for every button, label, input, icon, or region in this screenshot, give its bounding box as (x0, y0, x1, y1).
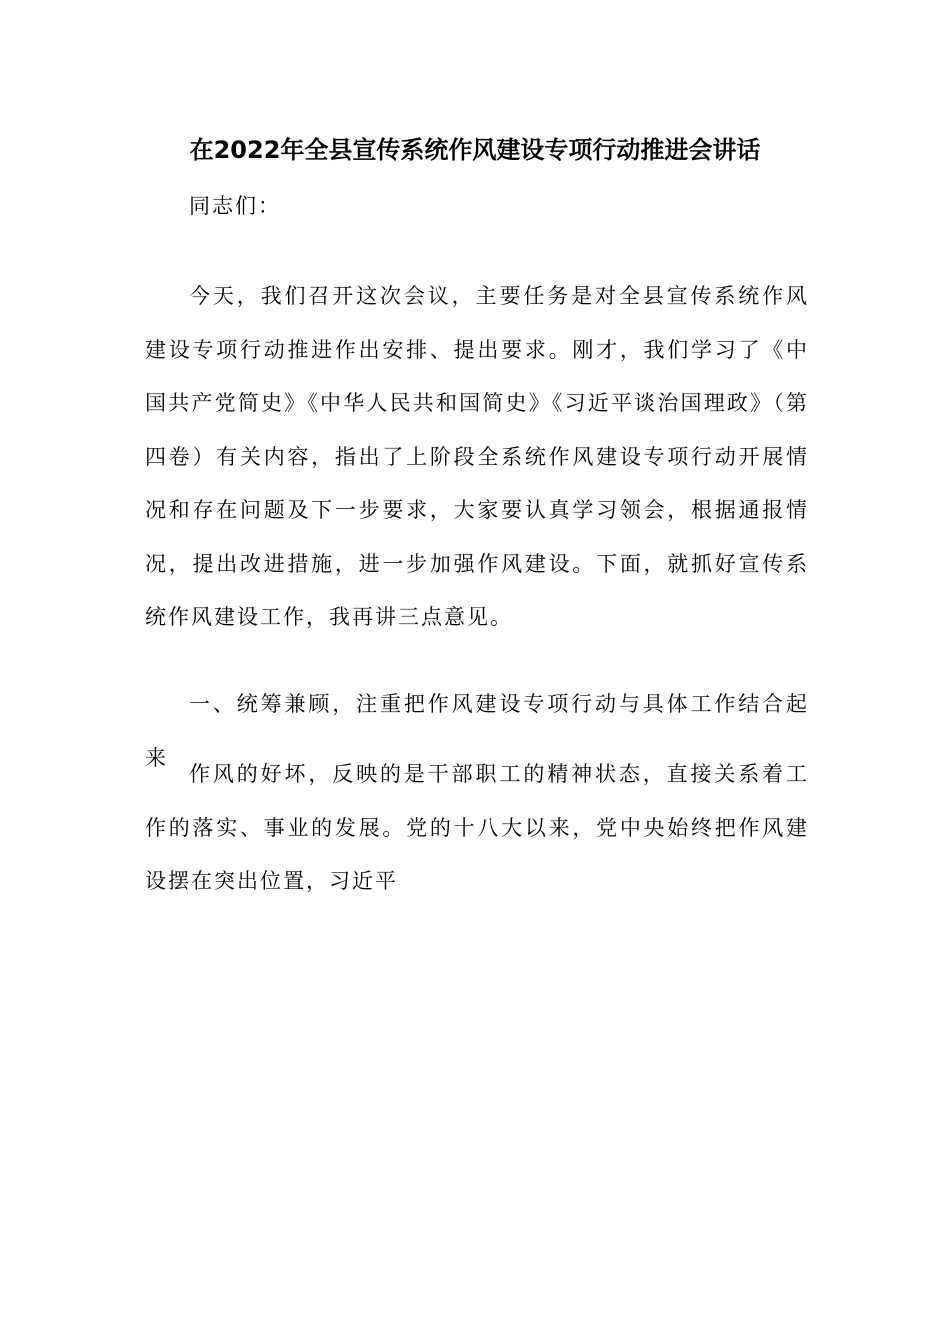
document-title: 在2022年全县宣传系统作风建设专项行动推进会讲话 (189, 136, 761, 164)
greeting: 同志们： (189, 194, 281, 218)
section-paragraph: 作风的好坏，反映的是干部职工的精神状态，直接关系着工作的落实、事业的发展。党的十八大以来，党中央始终把作风建设摆在突出位置，习近平 (145, 762, 809, 893)
body-paragraph: 今天，我们召开这次会议，主要任务是对全县宣传系统作风建设专项行动推进作出安排、提出要求。刚才，我们学习了《中国共产党简史》《中华人民共和国简史》《习近平谈治国理政》（第四卷）有关内容，指出了上阶段全系统作风建设专项行动开展情况和存在问题及下一步要求，大家要认真学习领会，根据通报情况，提出改进措施，进一步加强作风建设。下面，就抓好宣传系统作风建设工作，我再讲三点意见。 (145, 284, 809, 629)
section-heading: 一、统筹兼顾，注重把作风建设专项行动与具体工作结合起来 (145, 692, 809, 770)
